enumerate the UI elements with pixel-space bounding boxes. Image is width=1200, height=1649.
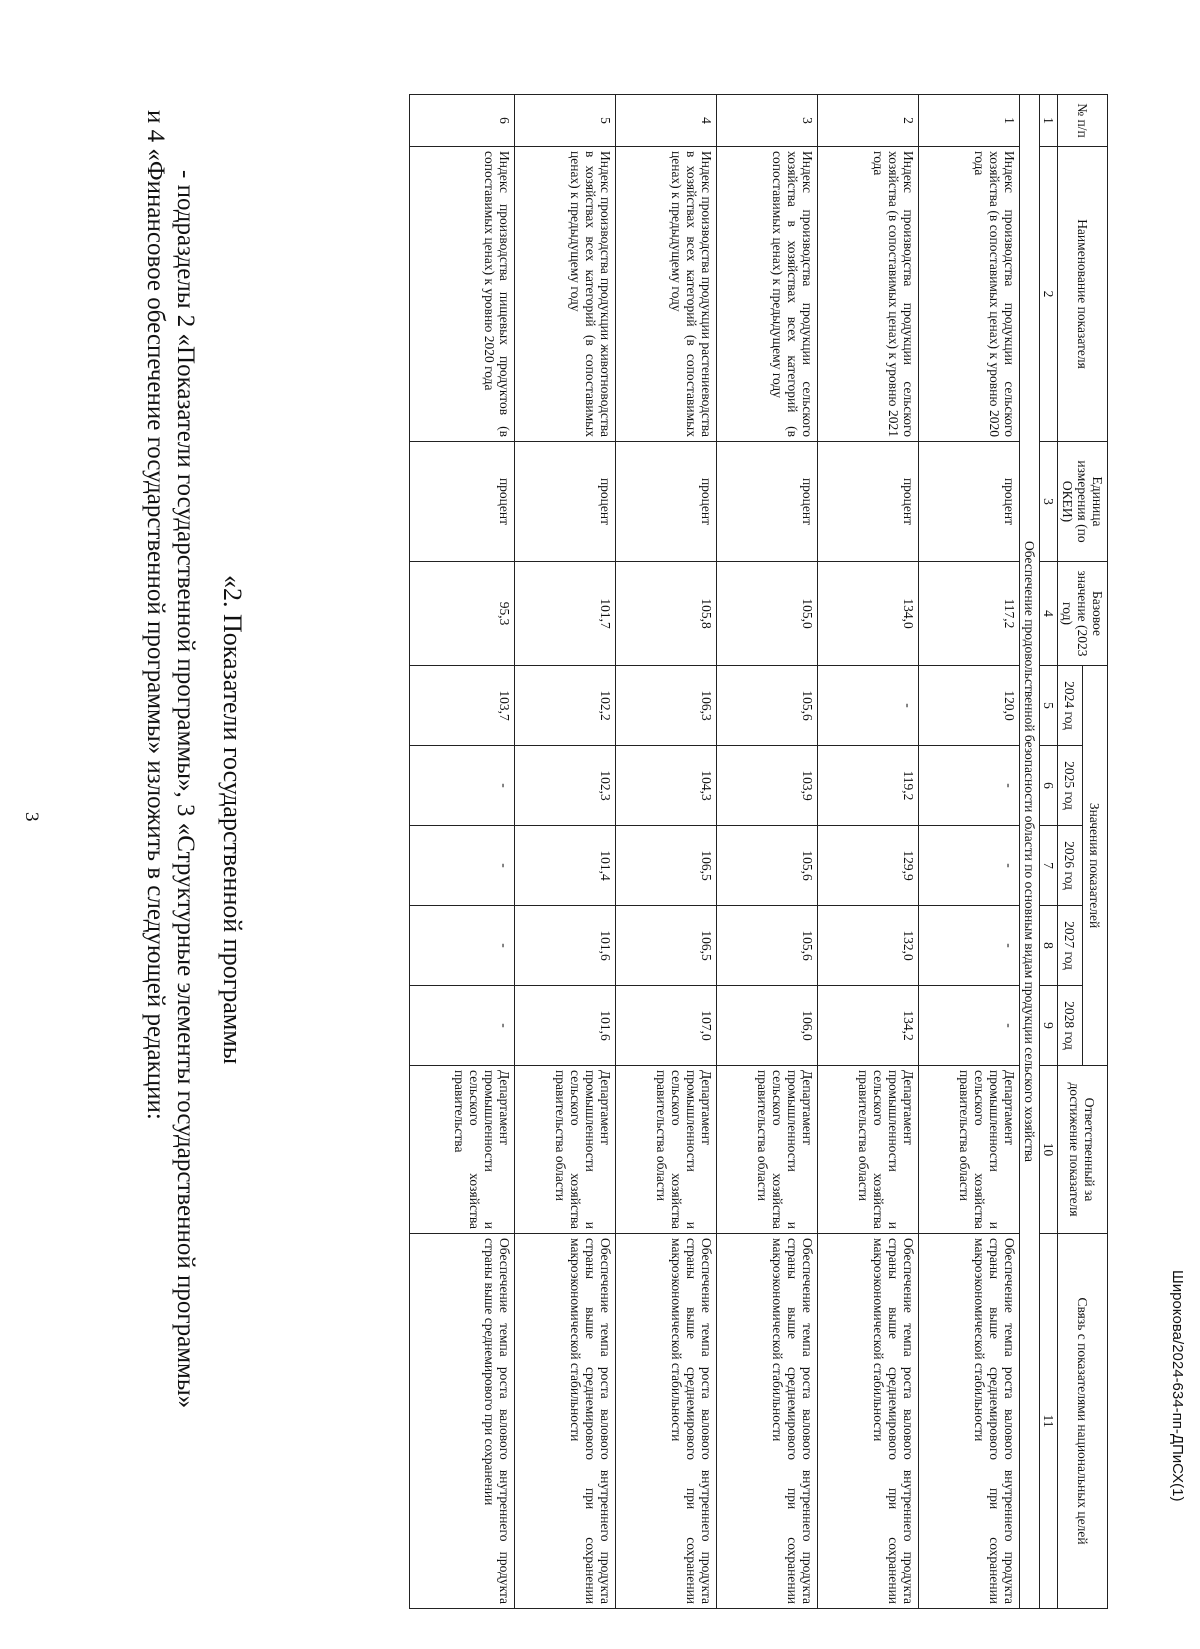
header-year-2025: 2025 год bbox=[1058, 746, 1083, 826]
cell-num: 5 bbox=[515, 95, 616, 147]
table-row bbox=[919, 95, 1020, 1609]
cell-2025: 102,3 bbox=[515, 746, 616, 826]
cell-2026: 105,6 bbox=[717, 826, 818, 906]
cell-2025: - bbox=[919, 746, 1020, 826]
header-num: № п/п bbox=[1058, 95, 1108, 147]
header-values-group: Значения показателей bbox=[1083, 666, 1108, 1066]
intro-paragraph bbox=[140, 110, 200, 1570]
header-link: Связь с показателями национальных целей bbox=[1058, 1234, 1108, 1609]
cell-2026: - bbox=[919, 826, 1020, 906]
cell-2028: - bbox=[919, 986, 1020, 1066]
cell-link: Обеспечение темпа роста валового внутреннего продукта страны выше среднемирового при сохранении макроэкономической стабильности bbox=[818, 1234, 919, 1609]
page-number: 3 bbox=[21, 812, 42, 822]
cell-link: Обеспечение темпа роста валового внутреннего продукта страны выше среднемирового при сохранении макроэкономической стабильности bbox=[717, 1234, 818, 1609]
cell-base: 105,8 bbox=[616, 562, 717, 666]
header-responsible: Ответственный за достижение показателя bbox=[1058, 1066, 1108, 1234]
intro-line-1: - подразделы 2 «Показатели государственной программы», 3 «Структурные элементы государственной программы» bbox=[172, 170, 199, 1409]
cell-num: 2 bbox=[818, 95, 919, 147]
cell-num: 3 bbox=[717, 95, 818, 147]
cell-2025: - bbox=[410, 746, 515, 826]
cell-2027: 132,0 bbox=[818, 906, 919, 986]
cell-2025: 103,9 bbox=[717, 746, 818, 826]
cell-name: Индекс производства продукции животноводства в хозяйствах всех категорий (в сопоставимых ценах) к предыдущему году bbox=[515, 147, 616, 442]
column-number: 11 bbox=[1040, 1234, 1058, 1609]
column-number: 2 bbox=[1040, 147, 1058, 442]
cell-base: 105,0 bbox=[717, 562, 818, 666]
column-number: 4 bbox=[1040, 562, 1058, 666]
table-row bbox=[410, 95, 515, 1609]
document-footer-code: Широкова/2024-634-пп-ДПиСХ(1) bbox=[1169, 1270, 1186, 1502]
cell-num: 4 bbox=[616, 95, 717, 147]
cell-link: Обеспечение темпа роста валового внутреннего продукта страны выше среднемирового при сохранении макроэкономической стабильности bbox=[616, 1234, 717, 1609]
header-unit: Единица измерения (по ОКЕИ) bbox=[1058, 442, 1108, 562]
intro-line-2: и 4 «Финансовое обеспечение государственной программы» изложить в следующей редакции: bbox=[142, 110, 169, 1120]
table-row bbox=[616, 95, 717, 1609]
section-row bbox=[1020, 95, 1040, 1609]
header-year-2027: 2027 год bbox=[1058, 906, 1083, 986]
cell-2026: 106,5 bbox=[616, 826, 717, 906]
cell-base: 95,3 bbox=[410, 562, 515, 666]
column-number: 5 bbox=[1040, 666, 1058, 746]
cell-2027: - bbox=[410, 906, 515, 986]
cell-2027: 101,6 bbox=[515, 906, 616, 986]
cell-2028: - bbox=[410, 986, 515, 1066]
column-number: 3 bbox=[1040, 442, 1058, 562]
cell-unit: процент bbox=[515, 442, 616, 562]
cell-name: Индекс производства продукции сельского хозяйства (в сопоставимых ценах) к уровню 2020 года bbox=[919, 147, 1020, 442]
cell-link: Обеспечение темпа роста валового внутреннего продукта страны выше среднемирового при сохранении bbox=[410, 1234, 515, 1609]
indicators-table bbox=[409, 94, 1108, 1609]
cell-2026: 129,9 bbox=[818, 826, 919, 906]
cell-2026: 101,4 bbox=[515, 826, 616, 906]
cell-num: 1 bbox=[919, 95, 1020, 147]
cell-responsible: Департамент промышленности и сельского хозяйства правительства области bbox=[717, 1066, 818, 1234]
column-number-row bbox=[1040, 95, 1058, 1609]
cell-2027: 105,6 bbox=[717, 906, 818, 986]
cell-base: 134,0 bbox=[818, 562, 919, 666]
cell-2027: - bbox=[919, 906, 1020, 986]
header-base: Базовое значение (2023 год) bbox=[1058, 562, 1108, 666]
cell-2028: 101,6 bbox=[515, 986, 616, 1066]
cell-unit: процент bbox=[616, 442, 717, 562]
cell-base: 117,2 bbox=[919, 562, 1020, 666]
cell-2025: 104,3 bbox=[616, 746, 717, 826]
cell-link: Обеспечение темпа роста валового внутреннего продукта страны выше среднемирового при сохранении макроэкономической стабильности bbox=[515, 1234, 616, 1609]
cell-2024: 102,2 bbox=[515, 666, 616, 746]
cell-2025: 119,2 bbox=[818, 746, 919, 826]
cell-2028: 107,0 bbox=[616, 986, 717, 1066]
cell-2028: 134,2 bbox=[818, 986, 919, 1066]
cell-name: Индекс производства пищевых продуктов (в сопоставимых ценах) к уровню 2020 года bbox=[410, 147, 515, 442]
cell-responsible: Департамент промышленности и сельского хозяйства правительства области bbox=[818, 1066, 919, 1234]
column-number: 7 bbox=[1040, 826, 1058, 906]
cell-responsible: Департамент промышленности и сельского хозяйства правительства bbox=[410, 1066, 515, 1234]
column-number: 6 bbox=[1040, 746, 1058, 826]
table-row bbox=[818, 95, 919, 1609]
cell-link: Обеспечение темпа роста валового внутреннего продукта страны выше среднемирового при сохранении макроэкономической стабильности bbox=[919, 1234, 1020, 1609]
header-row-1 bbox=[1083, 95, 1108, 1609]
cell-unit: процент bbox=[818, 442, 919, 562]
column-number: 10 bbox=[1040, 1066, 1058, 1234]
cell-name: Индекс производства продукции сельского хозяйства в хозяйствах всех категорий (в сопоставимых ценах) к предыдущему году bbox=[717, 147, 818, 442]
column-number: 8 bbox=[1040, 906, 1058, 986]
cell-name: Индекс производства продукции сельского хозяйства (в сопоставимых ценах) к уровню 2021 года bbox=[818, 147, 919, 442]
table-row bbox=[717, 95, 818, 1609]
header-year-2028: 2028 год bbox=[1058, 986, 1083, 1066]
cell-2024: 120,0 bbox=[919, 666, 1020, 746]
cell-base: 101,7 bbox=[515, 562, 616, 666]
header-year-2026: 2026 год bbox=[1058, 826, 1083, 906]
cell-2024: 106,3 bbox=[616, 666, 717, 746]
cell-unit: процент bbox=[919, 442, 1020, 562]
cell-2024: 103,7 bbox=[410, 666, 515, 746]
cell-2024: 105,6 bbox=[717, 666, 818, 746]
cell-2026: - bbox=[410, 826, 515, 906]
cell-responsible: Департамент промышленности и сельского хозяйства правительства области bbox=[515, 1066, 616, 1234]
column-number: 1 bbox=[1040, 95, 1058, 147]
section-title: «2. Показатели государственной программы bbox=[218, 575, 247, 1065]
cell-unit: процент bbox=[410, 442, 515, 562]
cell-num: 6 bbox=[410, 95, 515, 147]
column-number: 9 bbox=[1040, 986, 1058, 1066]
header-year-2024: 2024 год bbox=[1058, 666, 1083, 746]
header-name: Наименование показателя bbox=[1058, 147, 1108, 442]
cell-2027: 106,5 bbox=[616, 906, 717, 986]
cell-2028: 106,0 bbox=[717, 986, 818, 1066]
cell-responsible: Департамент промышленности и сельского хозяйства правительства области bbox=[919, 1066, 1020, 1234]
table-row bbox=[515, 95, 616, 1609]
cell-name: Индекс производства продукции растениеводства в хозяйствах всех категорий (в сопоставимых ценах) к предыдущему году bbox=[616, 147, 717, 442]
section-row-label: Обеспечение продовольственной безопасности области по основным видам продукции сельского хозяйства bbox=[1020, 95, 1040, 1609]
cell-2024: - bbox=[818, 666, 919, 746]
cell-unit: процент bbox=[717, 442, 818, 562]
cell-responsible: Департамент промышленности и сельского хозяйства правительства области bbox=[616, 1066, 717, 1234]
